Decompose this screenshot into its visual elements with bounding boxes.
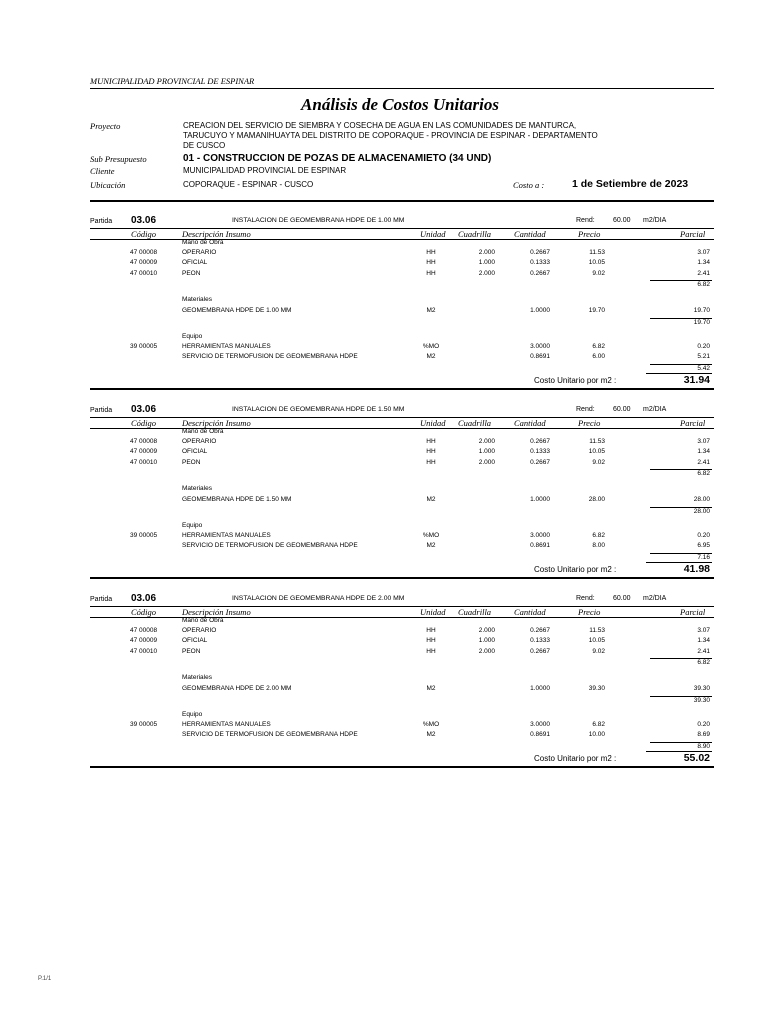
column-header-descripcion: Descripción Insumo	[182, 229, 251, 239]
insumo-cantidad: 1.0000	[530, 307, 550, 314]
insumo-unit: HH	[426, 637, 436, 644]
partida-label: Partida	[90, 407, 113, 414]
insumo-cantidad: 0.2667	[530, 269, 550, 277]
ubicacion-label: Ubicación	[90, 180, 126, 190]
insumo-parcial: 0.20	[697, 720, 710, 728]
insumo-code: 39 00005	[130, 342, 158, 350]
column-header-cuadrilla: Cuadrilla	[458, 607, 492, 617]
section-label: Mano de Obra	[182, 617, 224, 624]
insumo-code: 47 00009	[130, 637, 158, 644]
insumo-parcial: 1.34	[697, 448, 710, 455]
insumo-cantidad: 0.2667	[530, 248, 550, 256]
insumo-cantidad: 0.2667	[530, 626, 550, 634]
insumo-code: 39 00005	[130, 531, 158, 539]
insumo-cantidad: 1.0000	[530, 685, 550, 692]
partida-description: INSTALACION DE GEOMEMBRANA HDPE DE 2.00 MM	[232, 595, 405, 602]
column-header-codigo: Código	[131, 607, 157, 617]
insumo-description: OFICIAL	[182, 259, 208, 266]
proyecto-line-2: TARUCUYO Y MAMANIHUAYTA DEL DISTRITO DE COPORAQUE - PROVINCIA DE ESPINAR - DEPARTAMENTO	[183, 131, 598, 140]
insumo-description: GEOMEMBRANA HDPE DE 2.00 MM	[182, 685, 292, 692]
costo-unitario-rule	[646, 373, 712, 374]
insumo-parcial: 0.20	[697, 342, 710, 350]
insumo-precio: 10.05	[588, 637, 605, 644]
costo-a-label: Costo a :	[513, 180, 545, 190]
insumo-unit: HH	[426, 458, 436, 466]
insumo-precio: 10.05	[588, 448, 605, 455]
column-header-parcial: Parcial	[680, 229, 706, 239]
insumo-unit: HH	[426, 248, 436, 256]
rend-value: 60.00	[613, 595, 631, 602]
insumo-cuadrilla: 1.000	[478, 448, 495, 455]
rend-value: 60.00	[613, 406, 631, 413]
insumo-unit: M2	[426, 307, 436, 314]
insumo-unit: M2	[426, 496, 436, 503]
insumo-unit: HH	[426, 437, 436, 445]
insumo-precio: 9.02	[592, 458, 605, 466]
insumo-cuadrilla: 1.000	[478, 637, 495, 644]
partida-bottom-rule	[90, 766, 714, 768]
column-header-cantidad: Cantidad	[514, 229, 546, 239]
insumo-precio: 9.02	[592, 269, 605, 277]
subtotal-value: 19.70	[693, 318, 710, 326]
column-header-codigo: Código	[131, 229, 157, 239]
partida-label: Partida	[90, 218, 113, 225]
cliente-value: MUNICIPALIDAD PROVINCIAL DE ESPINAR	[183, 166, 347, 175]
partida-code: 03.06	[131, 404, 157, 415]
subtotal-value: 39.30	[693, 696, 710, 704]
insumo-unit: HH	[426, 269, 436, 277]
insumo-precio: 11.53	[589, 248, 605, 256]
partida-bottom-rule	[90, 388, 714, 390]
insumo-cantidad: 0.1333	[530, 637, 550, 644]
insumo-code: 47 00010	[130, 269, 158, 277]
insumo-unit: HH	[426, 626, 436, 634]
rend-unit: m2/DIA	[643, 217, 667, 224]
insumo-code: 47 00008	[130, 437, 158, 445]
insumo-parcial: 0.20	[697, 531, 710, 539]
insumo-description: PEON	[182, 647, 201, 655]
insumo-code: 47 00009	[130, 259, 158, 266]
proyecto-line-1: CREACION DEL SERVICIO DE SIEMBRA Y COSECHA DE AGUA EN LAS COMUNIDADES DE MANTURCA,	[183, 121, 577, 130]
insumo-unit: %MO	[422, 342, 440, 350]
subtotal-value: 8.90	[697, 742, 710, 750]
insumo-cantidad: 0.8691	[530, 542, 550, 549]
insumo-precio: 28.00	[588, 496, 605, 503]
insumo-parcial: 3.07	[697, 248, 710, 256]
insumo-unit: M2	[426, 731, 436, 738]
insumo-cuadrilla: 1.000	[478, 259, 495, 266]
column-header-cantidad: Cantidad	[514, 418, 546, 428]
rend-value: 60.00	[613, 217, 631, 224]
insumo-description: SERVICIO DE TERMOFUSION DE GEOMEMBRANA HDPE	[182, 731, 358, 738]
column-header-unidad: Unidad	[420, 418, 446, 428]
section-label: Materiales	[182, 295, 212, 303]
insumo-parcial: 1.34	[697, 259, 710, 266]
insumo-unit: HH	[426, 448, 436, 455]
insumo-code: 39 00005	[130, 720, 158, 728]
insumo-code: 47 00008	[130, 248, 158, 256]
insumo-cantidad: 3.0000	[530, 720, 550, 728]
insumo-cantidad: 0.1333	[530, 448, 550, 455]
insumo-cantidad: 0.1333	[530, 259, 550, 266]
insumo-code: 47 00009	[130, 448, 158, 455]
insumo-description: OPERARIO	[182, 437, 217, 445]
subtotal-value: 6.82	[697, 281, 710, 288]
insumo-description: GEOMEMBRANA HDPE DE 1.00 MM	[182, 307, 292, 314]
insumo-cantidad: 3.0000	[530, 531, 550, 539]
subtotal-value: 28.00	[693, 507, 710, 515]
subtotal-value: 6.82	[697, 659, 710, 666]
partida-code: 03.06	[131, 215, 157, 226]
section-label: Mano de Obra	[182, 428, 224, 435]
costo-unitario-label: Costo Unitario por m2 :	[534, 754, 617, 763]
insumo-precio: 10.05	[588, 259, 605, 266]
insumo-precio: 6.82	[592, 342, 605, 350]
subpresupuesto-label: Sub Presupuesto	[90, 154, 147, 164]
costo-unitario-value: 41.98	[683, 563, 710, 575]
insumo-precio: 19.70	[588, 307, 605, 314]
section-label: Equipo	[182, 522, 203, 529]
costo-unitario-rule	[646, 562, 712, 563]
insumo-cuadrilla: 2.000	[478, 458, 495, 466]
insumo-unit: M2	[426, 542, 436, 549]
insumo-precio: 11.53	[589, 626, 605, 634]
insumo-description: SERVICIO DE TERMOFUSION DE GEOMEMBRANA HDPE	[182, 542, 358, 549]
insumo-precio: 10.00	[588, 731, 605, 738]
rend-label: Rend:	[576, 217, 595, 224]
subtotal-value: 7.16	[697, 553, 710, 561]
insumo-cuadrilla: 2.000	[478, 437, 495, 445]
insumo-description: HERRAMIENTAS MANUALES	[182, 531, 271, 539]
rend-unit: m2/DIA	[643, 595, 667, 602]
insumo-parcial: 3.07	[697, 437, 710, 445]
insumo-precio: 6.82	[592, 531, 605, 539]
column-header-precio: Precio	[578, 229, 601, 239]
partida-description: INSTALACION DE GEOMEMBRANA HDPE DE 1.50 MM	[232, 406, 405, 413]
insumo-description: HERRAMIENTAS MANUALES	[182, 342, 271, 350]
header-rule	[90, 88, 714, 89]
insumo-cuadrilla: 2.000	[478, 626, 495, 634]
insumo-parcial: 19.70	[693, 307, 710, 314]
costo-fecha: 1 de Setiembre de 2023	[572, 178, 689, 190]
insumo-description: OPERARIO	[182, 248, 217, 256]
costo-unitario-label: Costo Unitario por m2 :	[534, 376, 617, 385]
column-header-descripcion: Descripción Insumo	[182, 418, 251, 428]
insumo-cantidad: 3.0000	[530, 342, 550, 350]
column-header-unidad: Unidad	[420, 607, 446, 617]
insumo-parcial: 8.69	[697, 731, 710, 738]
costo-unitario-label: Costo Unitario por m2 :	[534, 565, 617, 574]
partida-block	[90, 593, 714, 773]
section-label: Mano de Obra	[182, 239, 224, 246]
proyecto-label: Proyecto	[90, 121, 121, 131]
insumo-unit: %MO	[422, 720, 440, 728]
header-bottom-rule	[90, 200, 714, 202]
insumo-cantidad: 0.8691	[530, 353, 550, 360]
insumo-description: PEON	[182, 269, 201, 277]
insumo-unit: %MO	[422, 531, 440, 539]
insumo-precio: 8.00	[592, 542, 605, 549]
insumo-code: 47 00010	[130, 647, 158, 655]
insumo-code: 47 00010	[130, 458, 158, 466]
insumo-precio: 39.30	[588, 685, 605, 692]
partida-label: Partida	[90, 596, 113, 603]
subtotal-value: 5.42	[697, 364, 710, 372]
org-name: MUNICIPALIDAD PROVINCIAL DE ESPINAR	[90, 76, 255, 86]
subpresupuesto-value: 01 - CONSTRUCCION DE POZAS DE ALMACENAMIETO (34 UND)	[183, 153, 492, 164]
subtotal-value: 6.82	[697, 470, 710, 477]
costo-unitario-value: 55.02	[683, 752, 710, 764]
insumo-cuadrilla: 2.000	[478, 269, 495, 277]
insumo-parcial: 2.41	[697, 269, 710, 277]
section-label: Equipo	[182, 333, 203, 340]
insumo-precio: 9.02	[592, 647, 605, 655]
insumo-cantidad: 0.2667	[530, 458, 550, 466]
insumo-description: HERRAMIENTAS MANUALES	[182, 720, 271, 728]
insumo-cantidad: 0.2667	[530, 437, 550, 445]
insumo-precio: 6.82	[592, 720, 605, 728]
insumo-unit: HH	[426, 647, 436, 655]
column-header-cuadrilla: Cuadrilla	[458, 229, 492, 239]
rend-unit: m2/DIA	[643, 406, 667, 413]
insumo-unit: M2	[426, 353, 436, 360]
partida-bottom-rule	[90, 577, 714, 579]
insumo-description: OPERARIO	[182, 626, 217, 634]
insumo-parcial: 5.21	[697, 353, 710, 360]
insumo-cuadrilla: 2.000	[478, 647, 495, 655]
insumo-cantidad: 0.8691	[530, 731, 550, 738]
insumo-parcial: 6.95	[697, 542, 710, 549]
insumo-parcial: 39.30	[693, 685, 710, 692]
partida-block	[90, 404, 714, 584]
section-label: Materiales	[182, 484, 212, 492]
ubicacion-value: COPORAQUE - ESPINAR - CUSCO	[183, 180, 314, 189]
insumo-precio: 6.00	[592, 353, 605, 360]
insumo-parcial: 2.41	[697, 458, 710, 466]
costo-unitario-rule	[646, 751, 712, 752]
insumo-description: GEOMEMBRANA HDPE DE 1.50 MM	[182, 496, 292, 503]
insumo-parcial: 2.41	[697, 647, 710, 655]
insumo-cantidad: 0.2667	[530, 647, 550, 655]
column-header-unidad: Unidad	[420, 229, 446, 239]
insumo-description: OFICIAL	[182, 637, 208, 644]
column-header-precio: Precio	[578, 607, 601, 617]
rend-label: Rend:	[576, 595, 595, 602]
partida-description: INSTALACION DE GEOMEMBRANA HDPE DE 1.00 MM	[232, 217, 405, 224]
insumo-parcial: 1.34	[697, 637, 710, 644]
insumo-unit: M2	[426, 685, 436, 692]
column-header-cantidad: Cantidad	[514, 607, 546, 617]
cliente-label: Cliente	[90, 166, 115, 176]
insumo-precio: 11.53	[589, 437, 605, 445]
column-header-cuadrilla: Cuadrilla	[458, 418, 492, 428]
insumo-description: SERVICIO DE TERMOFUSION DE GEOMEMBRANA HDPE	[182, 353, 358, 360]
section-label: Equipo	[182, 711, 203, 718]
insumo-parcial: 28.00	[693, 496, 710, 503]
insumo-parcial: 3.07	[697, 626, 710, 634]
section-label: Materiales	[182, 673, 212, 681]
column-header-precio: Precio	[578, 418, 601, 428]
insumo-description: OFICIAL	[182, 448, 208, 455]
column-header-codigo: Código	[131, 418, 157, 428]
column-header-descripcion: Descripción Insumo	[182, 607, 251, 617]
partida-block	[90, 215, 714, 395]
insumo-cuadrilla: 2.000	[478, 248, 495, 256]
insumo-description: PEON	[182, 458, 201, 466]
column-header-parcial: Parcial	[680, 418, 706, 428]
column-header-parcial: Parcial	[680, 607, 706, 617]
insumo-unit: HH	[426, 259, 436, 266]
insumo-code: 47 00008	[130, 626, 158, 634]
page-title: Análisis de Costos Unitarios	[301, 95, 499, 114]
partida-code: 03.06	[131, 593, 157, 604]
rend-label: Rend:	[576, 406, 595, 413]
page-number: P.1/1	[38, 976, 52, 982]
insumo-cantidad: 1.0000	[530, 496, 550, 503]
proyecto-line-3: DE CUSCO	[183, 141, 226, 150]
costo-unitario-value: 31.94	[683, 374, 710, 386]
